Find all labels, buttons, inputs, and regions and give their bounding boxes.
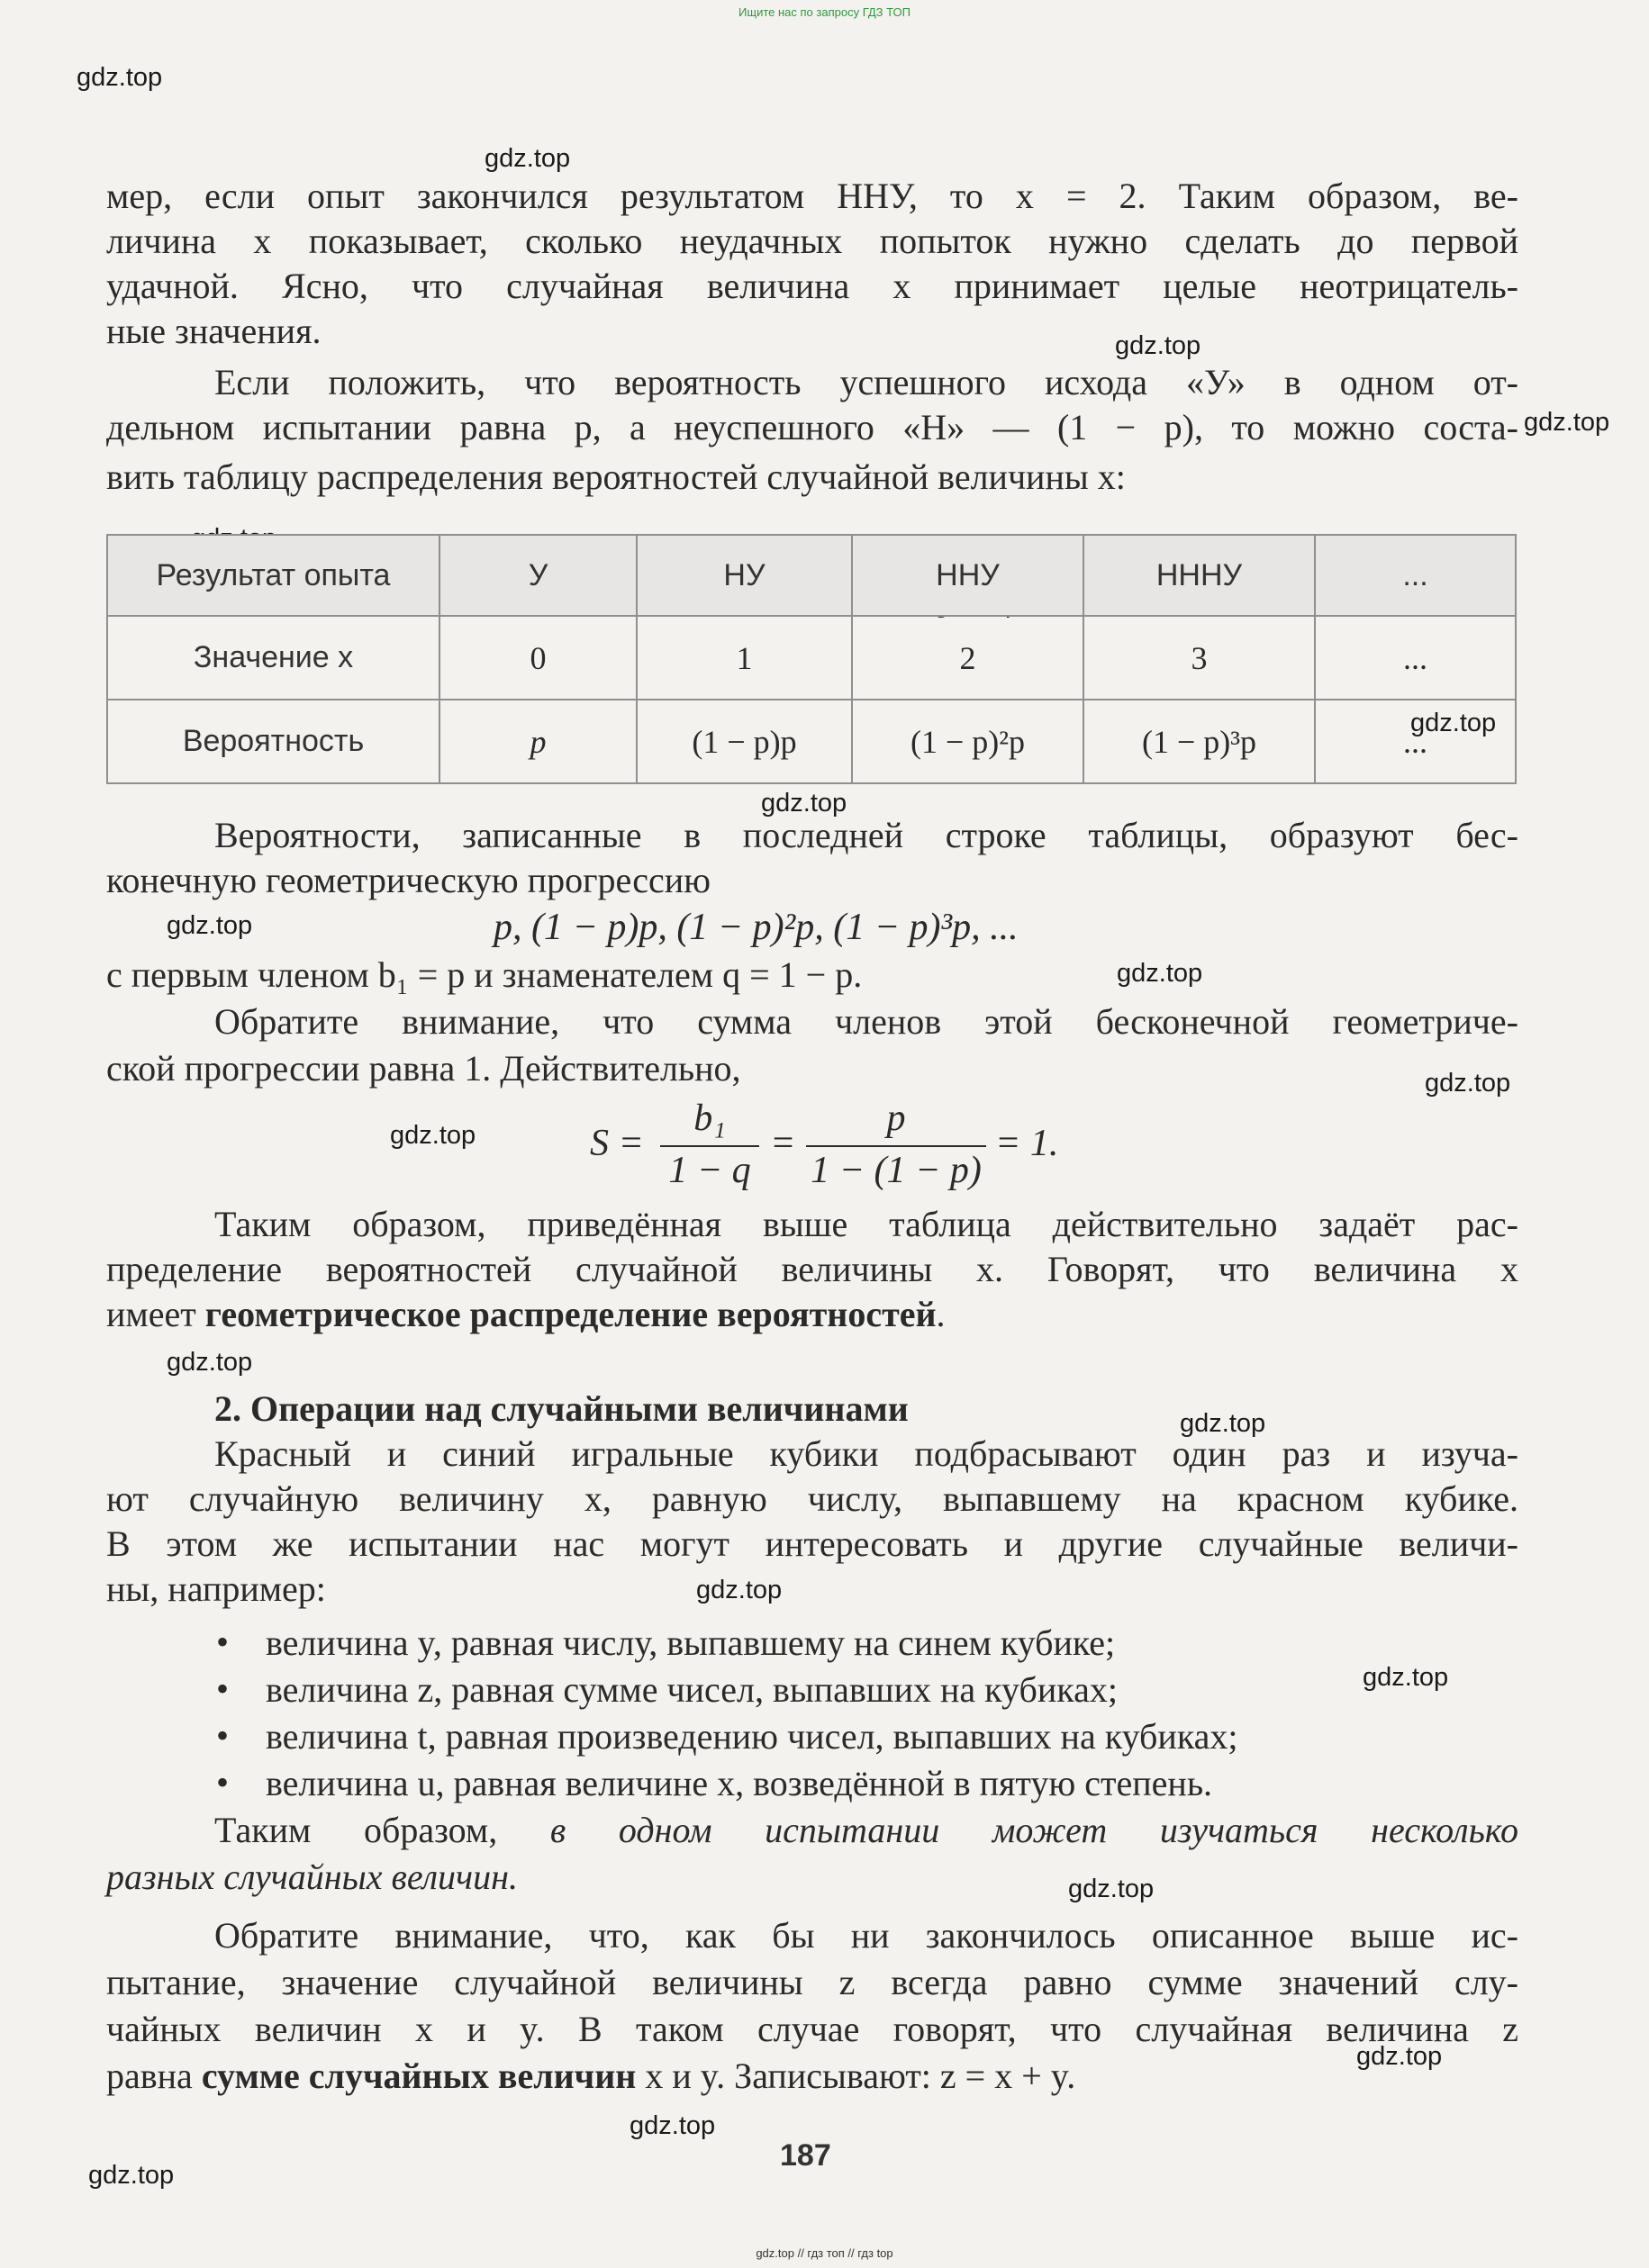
text-line: Красный и синий игральные кубики подбрасывают один раз и изуча- <box>214 1433 1518 1474</box>
text-line: чайных величин x и y. В таком случае говорят, что случайная величина z <box>106 2009 1518 2049</box>
text-line <box>106 1292 1518 1337</box>
text-span: Таким образом, <box>214 1810 550 1850</box>
term-geometric-distribution: геометрическое распределение вероятностей <box>204 1294 937 1334</box>
formula-num: b₁ <box>693 1098 726 1139</box>
list-item: величина t, равная произведению чисел, выпавших на кубиках; <box>266 1716 1238 1757</box>
table-cell: Вероятность <box>107 700 439 783</box>
term-sum-of-random-variables: сумме случайных величин <box>201 2056 637 2096</box>
text-line: пределение вероятностей случайной величины x. Говорят, что величина x <box>106 1249 1518 1289</box>
watermark: gdz.top <box>1363 1663 1449 1692</box>
text-line: личина x показывает, сколько неудачных попыток нужно сделать до первой <box>106 221 1518 261</box>
bullet-marker: • <box>216 1668 230 1709</box>
table-cell: НУ <box>637 535 852 616</box>
text-line: мер, если опыт закончился результатом ННУ, то x = 2. Таким образом, ве- <box>106 176 1518 216</box>
text-line <box>214 1808 1518 1853</box>
watermark: gdz.top <box>485 144 571 173</box>
watermark: gdz.top <box>630 2111 716 2140</box>
text-line <box>106 2054 1518 2099</box>
section-heading: 2. Операции над случайными величинами <box>214 1388 909 1429</box>
bullet-marker: • <box>216 1622 230 1662</box>
text-line: Обратите внимание, что сумма членов этой бесконечной геометриче- <box>214 1001 1518 1042</box>
table-cell: (1 − p)²p <box>852 700 1083 783</box>
table-cell: (1 − p)p <box>637 700 852 783</box>
fraction-bar <box>660 1145 759 1147</box>
fraction-bar <box>806 1145 986 1147</box>
watermark: gdz.top <box>1524 408 1610 437</box>
formula-den: 1 − q <box>668 1150 751 1191</box>
distribution-table <box>106 534 1517 784</box>
table-cell: ... <box>1315 700 1516 783</box>
bullet-marker: • <box>216 1715 230 1756</box>
watermark: gdz.top <box>1410 709 1497 737</box>
watermark: gdz.top <box>696 1576 783 1604</box>
text-line: конечную геометрическую прогрессию <box>106 860 711 900</box>
text-line: вить таблицу распределения вероятностей случайной величины x: <box>106 456 1126 497</box>
formula-num: p <box>886 1098 906 1139</box>
text-line: удачной. Ясно, что случайная величина x принимает целые неотрицатель- <box>106 266 1518 306</box>
emphasis-text: разных случайных величин. <box>106 1857 518 1897</box>
bullet-marker: • <box>216 1762 230 1803</box>
list-item: величина z, равная сумме чисел, выпавших на кубиках; <box>266 1669 1118 1710</box>
text-line: ные значения. <box>106 311 322 351</box>
table-cell: ... <box>1315 616 1516 700</box>
table-cell: НННУ <box>1083 535 1315 616</box>
text-line: дельном испытании равна p, а неуспешного «Н» — (1 − p), то можно соста- <box>106 407 1519 447</box>
list-item: величина u, равная величине x, возведённой в пятую степень. <box>266 1763 1213 1803</box>
watermark: gdz.top <box>761 789 847 818</box>
emphasis-text: в одном испытании может изучаться несколько <box>549 1810 1518 1850</box>
table-cell: 2 <box>852 616 1083 700</box>
list-item: величина y, равная числу, выпавшему на синем кубике; <box>266 1622 1116 1663</box>
table-cell: Значение x <box>107 616 439 700</box>
text-line: Вероятности, записанные в последней строке таблицы, образуют бес- <box>214 815 1518 855</box>
formula-den: 1 − (1 − p) <box>811 1150 982 1191</box>
table-cell: (1 − p)³p <box>1083 700 1315 783</box>
watermark: gdz.top <box>1425 1069 1511 1098</box>
text-line: Если положить, что вероятность успешного исхода «У» в одном от- <box>214 362 1518 402</box>
formula-sum <box>590 1097 1094 1196</box>
table-cell: 3 <box>1083 616 1315 700</box>
watermark: gdz.top <box>1068 1875 1155 1903</box>
table-cell: ... <box>1315 535 1516 616</box>
table-cell: 1 <box>637 616 852 700</box>
formula-rhs: = 1. <box>995 1123 1059 1164</box>
watermark: gdz.top <box>88 2161 175 2190</box>
watermark: gdz.top <box>390 1121 476 1150</box>
table-cell: ННУ <box>852 535 1083 616</box>
table-cell: 0 <box>439 616 637 700</box>
watermark: gdz.top <box>167 1348 253 1377</box>
text-span: имеет <box>106 1294 205 1334</box>
text-span: x и y. Записывают: z = x + y. <box>636 2056 1076 2096</box>
watermark: gdz.top <box>1180 1409 1266 1438</box>
text-line: ской прогрессии равна 1. Действительно, <box>106 1048 741 1089</box>
watermark: gdz.top <box>1117 959 1203 988</box>
watermark: gdz.top <box>1356 2042 1443 2071</box>
search-hint: Ищите нас по запросу ГДЗ ТОП <box>738 5 911 19</box>
formula-eq: = <box>770 1123 796 1164</box>
watermark: gdz.top <box>77 63 163 92</box>
text-line: ют случайную величину x, равную числу, выпавшему на красном кубике. <box>106 1478 1518 1519</box>
text-line: с первым членом b₁ = p и знаменателем q = 1 − p. <box>106 954 863 995</box>
watermark: gdz.top <box>1115 331 1201 360</box>
formula-progression: p, (1 − p)p, (1 − p)²p, (1 − p)³p, ... <box>494 907 1019 948</box>
text-span: . <box>936 1294 946 1334</box>
text-line: В этом же испытании нас могут интересовать и другие случайные величи- <box>106 1523 1518 1564</box>
text-line: Обратите внимание, что, как бы ни закончилось описанное выше ис- <box>214 1915 1518 1956</box>
text-line: пытание, значение случайной величины z всегда равно сумме значений слу- <box>106 1962 1518 2002</box>
text-line: ны, например: <box>106 1568 326 1609</box>
text-line: Таким образом, приведённая выше таблица действительно задаёт рас- <box>214 1204 1518 1244</box>
footer-links: gdz.top // гдз топ // гдз top <box>756 2246 893 2260</box>
page-number: 187 <box>780 2138 831 2173</box>
text-span: равна <box>106 2056 202 2096</box>
formula-lhs: S = <box>590 1123 644 1164</box>
table-cell: Результат опыта <box>107 535 439 616</box>
watermark: gdz.top <box>167 911 253 940</box>
table-cell: p <box>439 700 637 783</box>
table-cell: У <box>439 535 637 616</box>
